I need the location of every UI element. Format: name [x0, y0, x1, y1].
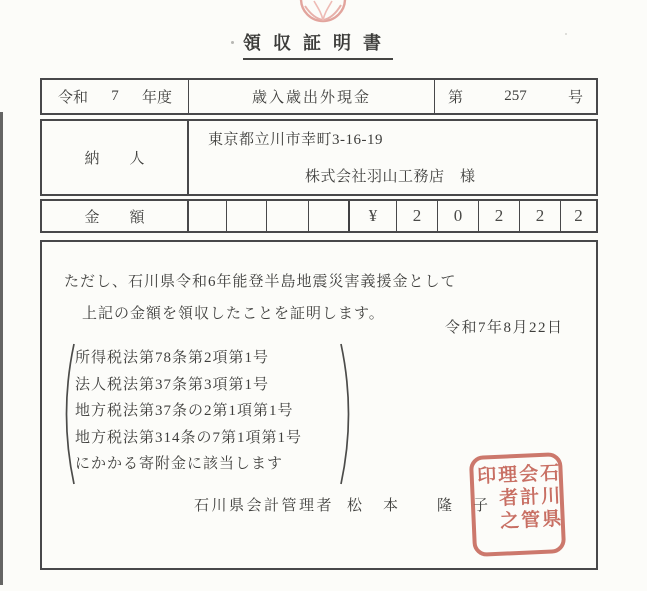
payer-name: 株式会社羽山工務店 様: [305, 169, 476, 185]
scan-edge-artifact: [0, 112, 3, 585]
cash-category-cell: [189, 80, 435, 113]
era-label: 令和: [58, 90, 89, 106]
law-clause: にかかる寄附金に該当します: [75, 456, 284, 472]
left-bracket-icon: [55, 341, 77, 487]
law-clause: 法人税法第37条第3項第1号: [75, 376, 270, 393]
document-number-cell: [435, 80, 596, 113]
year-suffix: 年度: [141, 90, 172, 106]
number-value: 257: [504, 88, 527, 104]
amount-row: [40, 199, 598, 233]
seal-text: 石川県会計管理者之印: [473, 461, 561, 534]
amount-empty-cell: [267, 201, 309, 231]
number-suffix: 号: [567, 90, 583, 106]
amount-empty-cell: [309, 201, 350, 231]
amount-digit-cell: 0: [438, 201, 479, 231]
law-clause: 地方税法第314条の7第1項第1号: [75, 429, 303, 446]
payer-address: 東京都立川市幸町3-16-19: [208, 132, 383, 148]
year-value: 7: [111, 88, 119, 104]
amount-empty-cell: [189, 201, 227, 231]
number-prefix: 第: [448, 90, 464, 106]
binding-stamp-icon: [294, 0, 352, 26]
payer-label-cell: [42, 121, 189, 194]
document-title: 領収証明書: [243, 29, 393, 60]
payer-row: [40, 119, 598, 196]
currency-symbol-cell: ¥: [350, 201, 397, 231]
signer-title: 石川県会計管理者: [194, 498, 335, 514]
scan-speck: [565, 33, 567, 35]
amount-label-cell: [42, 201, 189, 231]
fiscal-year-cell: [42, 80, 189, 113]
signer-name: 松 本 隆 子: [347, 498, 492, 514]
proviso-line: ただし、石川県令和6年能登半島地震災害義援金として: [64, 274, 457, 290]
law-clause-list: [75, 345, 302, 478]
amount-label: 金 額: [84, 209, 145, 226]
amount-digit-cell: 2: [397, 201, 438, 231]
amount-digit-cell: 2: [574, 206, 583, 225]
payer-label: 納 人: [84, 151, 145, 167]
law-clause: 地方税法第37条の2第1項第1号: [75, 403, 294, 419]
category-label: 歳入歳出外現金: [251, 90, 371, 106]
amount-empty-cell: [227, 201, 267, 231]
amount-digit-cell: 2: [520, 201, 561, 231]
document-date: 令和7年8月22日: [445, 320, 564, 336]
header-row: [40, 78, 598, 115]
right-bracket-icon: [338, 341, 360, 487]
amount-digit-cell: 2: [479, 201, 520, 231]
certification-line: 上記の金額を領収したことを証明します。: [82, 306, 385, 322]
law-clause: 所得税法第78条第2項第1号: [75, 350, 270, 366]
scan-speck: [231, 41, 234, 44]
official-seal-stamp: [469, 452, 566, 557]
payer-detail-cell: [189, 121, 596, 194]
